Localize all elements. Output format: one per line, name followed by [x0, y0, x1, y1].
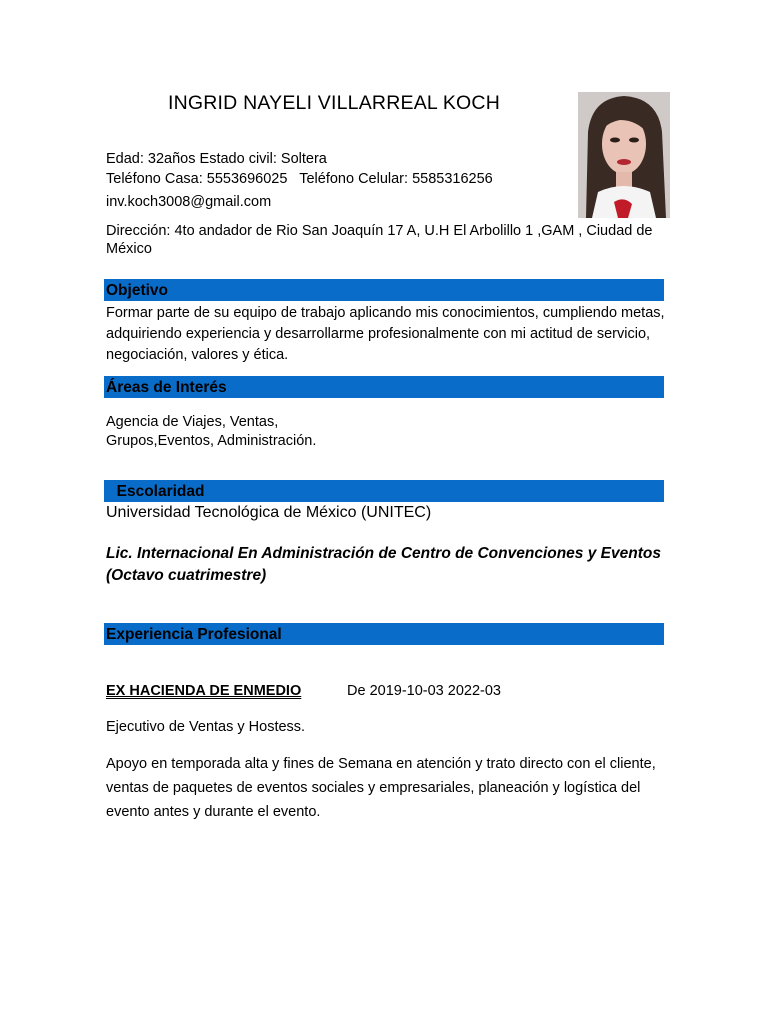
degree-title: Lic. Internacional En Administración de Centro de Convenciones y Eventos (Octavo cuatrimestre): [106, 545, 661, 584]
areas-line-1: Agencia de Viajes, Ventas,: [106, 414, 279, 430]
profile-photo: [578, 92, 670, 218]
email-address: inv.koch3008@gmail.com: [106, 194, 272, 210]
section-header-experiencia: Experiencia Profesional: [104, 623, 664, 645]
job-role: Ejecutivo de Ventas y Hostess.: [106, 719, 306, 735]
job-description: Apoyo en temporada alta y fines de Semana en atención y trato directo con el cliente, ventas de paquetes de eventos sociales y empresariales, planeación y logística del evento antes y durante el evento.: [106, 756, 656, 820]
employment-dates: De 2019-10-03 2022-03: [347, 683, 501, 699]
phone-numbers: Teléfono Casa: 5553696025 Teléfono Celular: 5585316256: [106, 171, 493, 187]
company-name: EX HACIENDA DE ENMEDIO: [106, 683, 302, 699]
profile-photo-illustration: [578, 92, 670, 218]
objective-text: Formar parte de su equipo de trabajo aplicando mis conocimientos, cumpliendo metas, adquiriendo experiencia y desarrollarme profesionalmente con mi actitud de servicio, negociación, valores y ética.: [106, 305, 665, 363]
areas-line-2: Grupos,Eventos, Administración.: [106, 433, 317, 449]
university-name: Universidad Tecnológica de México (UNITEC): [106, 504, 432, 521]
section-header-areas: Áreas de Interés: [104, 376, 664, 398]
candidate-name: INGRID NAYELI VILLARREAL KOCH: [168, 92, 500, 114]
section-header-escolaridad: Escolaridad: [104, 480, 664, 502]
age-civil-status: Edad: 32años Estado civil: Soltera: [106, 151, 327, 167]
home-address: Dirección: 4to andador de Rio San Joaquín 17 A, U.H El Arbolillo 1 ,GAM , Ciudad de México: [106, 223, 653, 257]
section-header-objetivo: Objetivo: [104, 279, 664, 301]
